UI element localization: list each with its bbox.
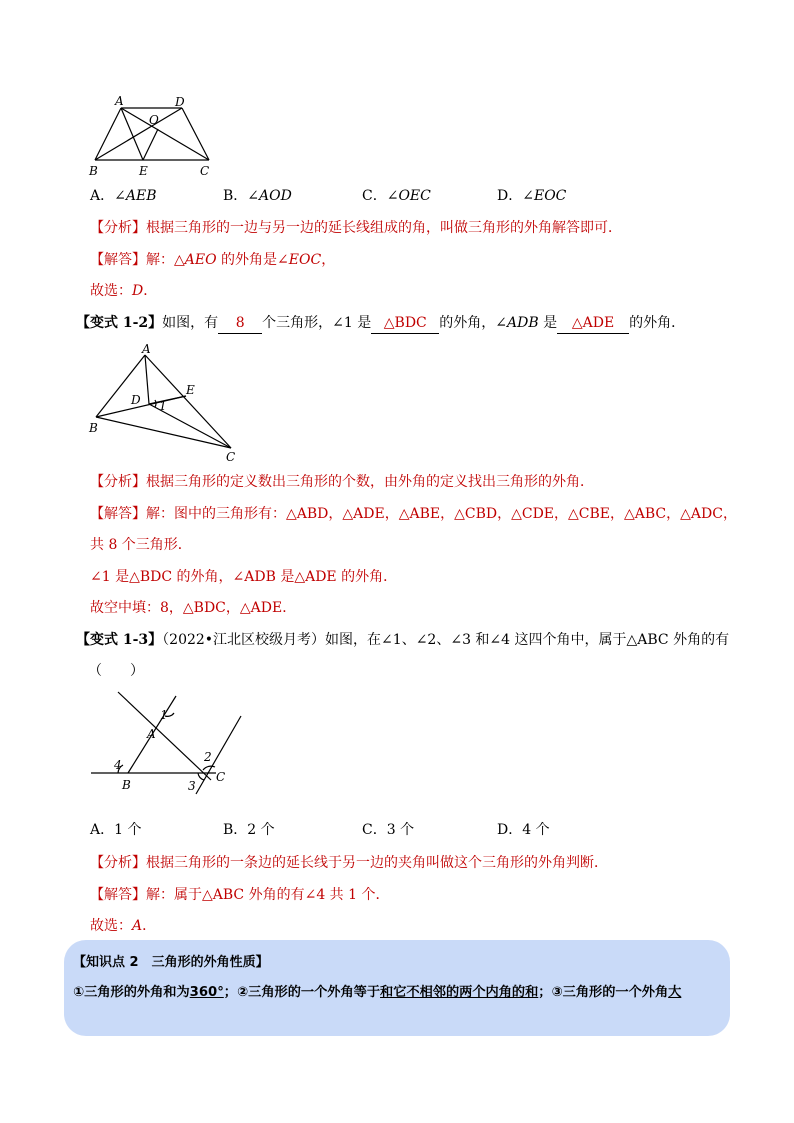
- label-2: 2: [204, 750, 212, 764]
- q1-analysis: 【分析】根据三角形的一边与另一边的延长线组成的角，叫做三角形的外角解答即可．: [90, 220, 622, 236]
- q1-option-b[interactable]: B．∠AOD: [223, 188, 292, 204]
- q2-answer: 【解答】解：图中的三角形有：△ABD，△ADE，△ABE，△CBD，△CDE，△CBE，△ABC，△ADC，: [90, 506, 737, 522]
- q2-question: 【变式 1-2】如图，有 8 个三角形，∠1 是 △BDC 的外角，∠ADB 是 △ADE 的外角．: [76, 313, 685, 334]
- label-C: C: [200, 164, 210, 178]
- q2-blank-2[interactable]: △BDC: [371, 313, 439, 334]
- q1-option-a[interactable]: A．∠AEB: [90, 188, 157, 204]
- figure-exterior-angles: [86, 686, 246, 798]
- label-1: 1: [160, 708, 168, 722]
- figure-triangle-abc: [86, 338, 246, 464]
- label-C: C: [216, 770, 226, 784]
- q1-choice: 故选：D．: [90, 283, 158, 299]
- label-B: B: [89, 164, 98, 178]
- label-C: C: [226, 450, 236, 464]
- q3-analysis: 【分析】根据三角形的一条边的延长线于另一边的夹角叫做这个三角形的外角判断．: [90, 855, 608, 871]
- label-B: B: [122, 778, 131, 792]
- label-3: 3: [188, 779, 196, 793]
- q3-paren: （ ）: [88, 663, 144, 679]
- q3-option-a[interactable]: A．1 个: [90, 822, 142, 838]
- label-D: D: [131, 393, 141, 407]
- q2-answer-count: 共 8 个三角形．: [90, 537, 192, 553]
- label-O: O: [149, 113, 159, 127]
- label-E: E: [139, 164, 148, 178]
- label-A: A: [147, 727, 156, 741]
- label-E: E: [186, 383, 195, 397]
- q2-blank-1[interactable]: 8: [218, 313, 262, 334]
- label-A: A: [115, 94, 124, 108]
- q2-answer-angles: ∠1 是△BDC 的外角，∠ADB 是△ADE 的外角．: [90, 569, 398, 585]
- q2-blank-3[interactable]: △ADE: [557, 313, 629, 334]
- q2-analysis: 【分析】根据三角形的定义数出三角形的个数，由外角的定义找出三角形的外角．: [90, 474, 594, 490]
- q2-fill: 故空中填：8，△BDC，△ADE．: [90, 600, 297, 616]
- q3-choice: 故选：A．: [90, 918, 157, 934]
- knowledge-body: ①三角形的外角和为360°；②三角形的一个外角等于和它不相邻的两个内角的和；③三角形的一个外角大: [73, 985, 682, 1000]
- q3-option-b[interactable]: B．2 个: [223, 822, 275, 838]
- q1-answer: 【解答】解：△AEO 的外角是∠EOC，: [90, 252, 336, 268]
- label-4: 4: [114, 758, 122, 772]
- q3-answer: 【解答】解：属于△ABC 外角的有∠4 共 1 个．: [90, 887, 390, 903]
- figure-trapezoid: [86, 92, 216, 180]
- q3-question: 【变式 1-3】（2022•江北区校级月考）如图，在∠1、∠2、∠3 和∠4 这四个角中，属于△ABC 外角的有: [76, 632, 730, 648]
- q3-option-c[interactable]: C．3 个: [362, 822, 415, 838]
- knowledge-title: 【知识点 2 三角形的外角性质】: [73, 955, 269, 970]
- label-A: A: [142, 342, 151, 356]
- label-D: D: [175, 95, 185, 109]
- q3-option-d[interactable]: D．4 个: [497, 822, 550, 838]
- q1-option-c[interactable]: C．∠OEC: [362, 188, 431, 204]
- label-1: 1: [159, 399, 167, 413]
- label-B: B: [89, 421, 98, 435]
- q1-option-d[interactable]: D．∠EOC: [497, 188, 567, 204]
